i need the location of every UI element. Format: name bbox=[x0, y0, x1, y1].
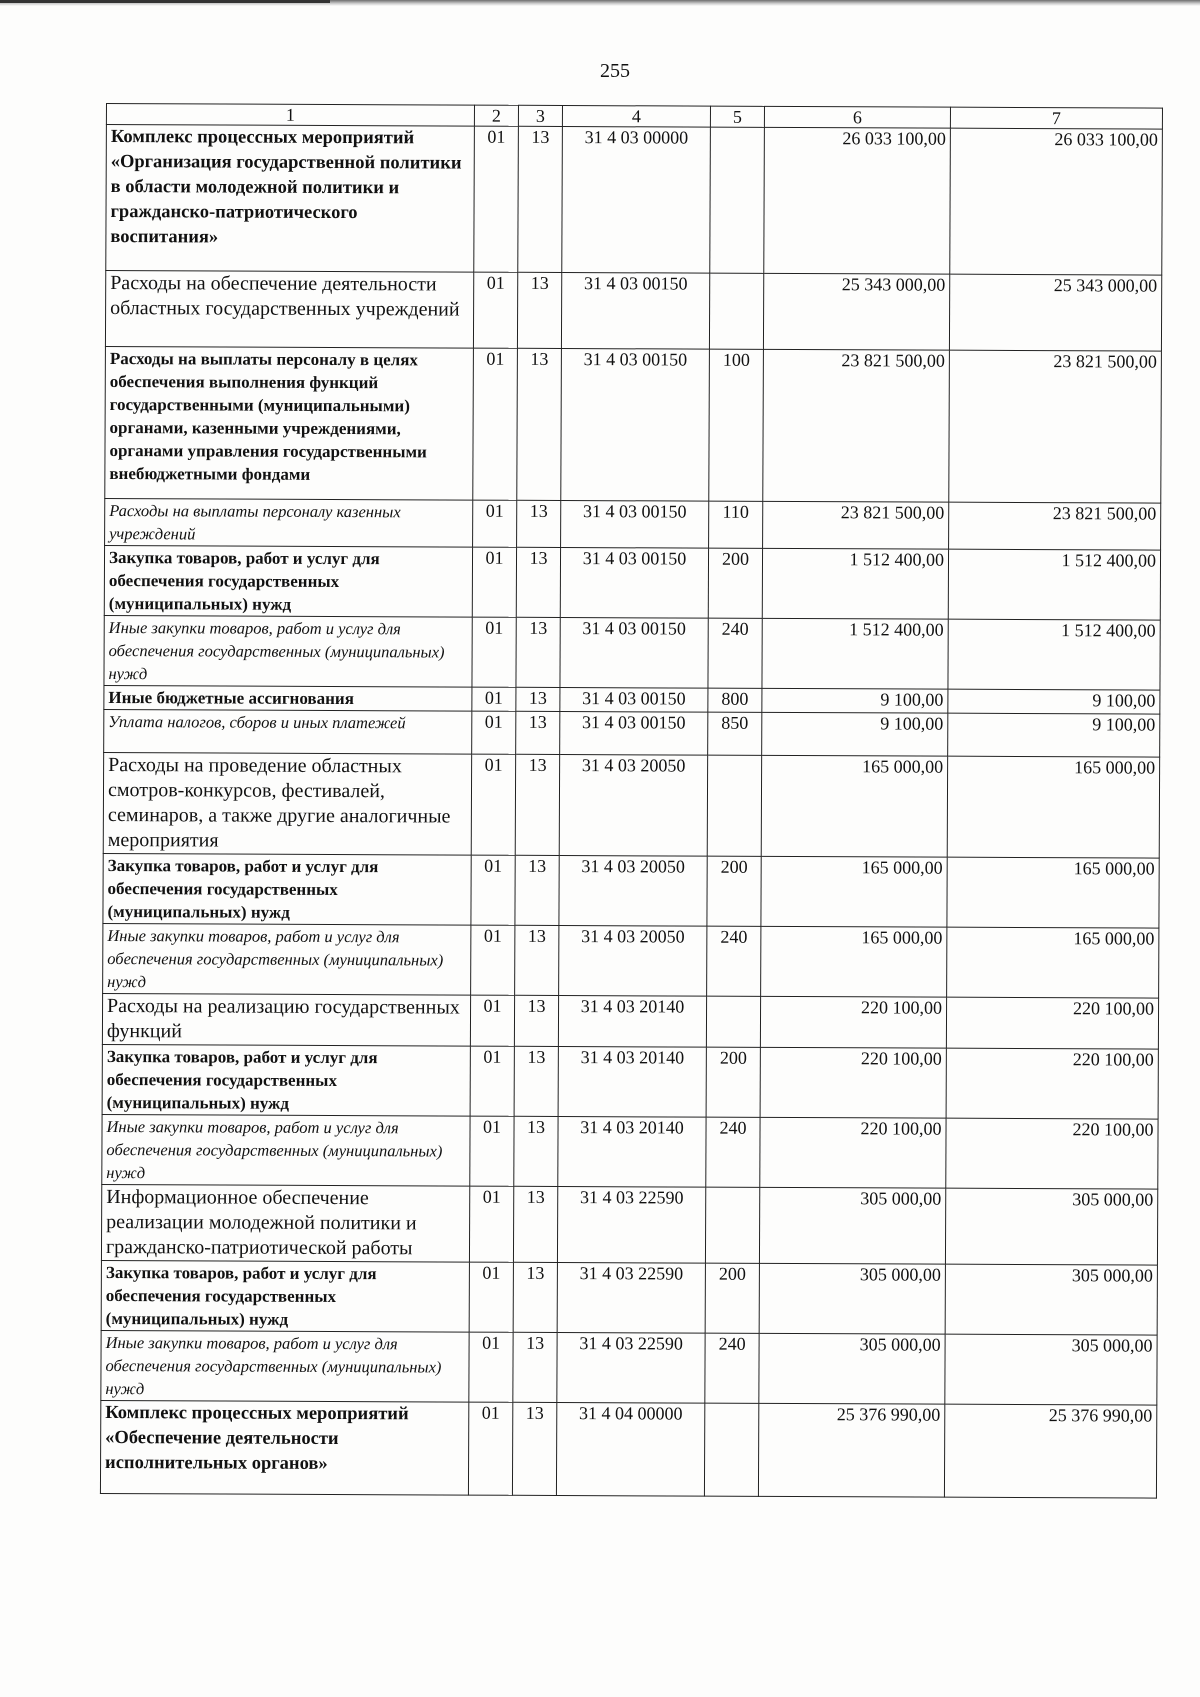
expense-type-cell: 240 bbox=[705, 1333, 759, 1403]
target-article-cell: 31 4 03 20050 bbox=[559, 754, 707, 856]
section-code-cell: 01 bbox=[469, 1332, 513, 1402]
amount-cell: 25 376 990,00 bbox=[758, 1403, 944, 1497]
amount-cell: 23 821 500,00 bbox=[763, 349, 950, 502]
subsection-code-cell: 13 bbox=[517, 348, 562, 500]
amount-cell: 25 343 000,00 bbox=[949, 274, 1161, 351]
subsection-code-cell: 13 bbox=[513, 1186, 557, 1262]
section-code-cell: 01 bbox=[470, 1046, 514, 1116]
expense-type-cell: 200 bbox=[705, 1263, 759, 1333]
section-code-cell: 01 bbox=[473, 348, 518, 500]
amount-cell: 305 000,00 bbox=[759, 1333, 945, 1404]
table-row bbox=[102, 993, 1158, 1049]
subsection-code-cell: 13 bbox=[513, 1262, 557, 1332]
amount-cell: 9 100,00 bbox=[948, 689, 1160, 714]
expense-type-cell bbox=[706, 996, 760, 1047]
row-name-cell: Информационное обеспечение реализации молодежной политики и гражданско-патриотической работы bbox=[101, 1184, 469, 1262]
target-article-cell: 31 4 03 20140 bbox=[558, 1046, 706, 1117]
table-row bbox=[105, 346, 1162, 503]
amount-cell: 9 100,00 bbox=[948, 713, 1160, 757]
amount-cell: 1 512 400,00 bbox=[948, 549, 1160, 620]
section-code-cell: 01 bbox=[472, 617, 516, 687]
amount-cell: 220 100,00 bbox=[946, 1118, 1158, 1189]
subsection-code-cell: 13 bbox=[514, 1116, 558, 1186]
amount-cell: 220 100,00 bbox=[760, 996, 946, 1048]
column-header: 2 bbox=[474, 105, 518, 126]
subsection-code-cell: 13 bbox=[516, 547, 560, 617]
target-article-cell: 31 4 03 22590 bbox=[557, 1332, 705, 1403]
section-code-cell: 01 bbox=[471, 855, 515, 925]
expense-type-cell bbox=[710, 127, 765, 273]
target-article-cell: 31 4 03 00150 bbox=[561, 272, 709, 349]
section-code-cell: 01 bbox=[472, 687, 516, 711]
amount-cell: 26 033 100,00 bbox=[950, 128, 1163, 275]
amount-cell: 23 821 500,00 bbox=[949, 350, 1162, 503]
target-article-cell: 31 4 03 00150 bbox=[561, 500, 709, 548]
subsection-code-cell: 13 bbox=[513, 1332, 557, 1402]
amount-cell: 165 000,00 bbox=[947, 857, 1159, 928]
table-row bbox=[101, 1260, 1157, 1335]
table-row bbox=[102, 1044, 1158, 1119]
expense-type-cell: 240 bbox=[708, 618, 762, 688]
section-code-cell: 01 bbox=[471, 925, 515, 995]
row-name-cell: Уплата налогов, сборов и иных платежей bbox=[104, 709, 472, 754]
expense-type-cell: 800 bbox=[708, 688, 762, 712]
subsection-code-cell: 13 bbox=[516, 687, 560, 711]
amount-cell: 165 000,00 bbox=[947, 756, 1159, 858]
amount-cell: 23 821 500,00 bbox=[763, 501, 949, 549]
section-code-cell: 01 bbox=[468, 1402, 512, 1495]
table-row bbox=[103, 923, 1159, 998]
section-code-cell: 01 bbox=[472, 711, 516, 754]
target-article-cell: 31 4 03 00150 bbox=[560, 687, 708, 712]
expense-type-cell: 200 bbox=[707, 856, 761, 926]
subsection-code-cell: 13 bbox=[518, 126, 563, 272]
amount-cell: 220 100,00 bbox=[946, 1048, 1158, 1119]
table-row bbox=[105, 271, 1161, 352]
table-row bbox=[102, 1114, 1158, 1189]
amount-cell: 305 000,00 bbox=[945, 1264, 1157, 1335]
subsection-code-cell: 13 bbox=[517, 272, 561, 348]
subsection-code-cell: 13 bbox=[515, 855, 559, 925]
target-article-cell: 31 4 03 00000 bbox=[562, 126, 711, 273]
section-code-cell: 01 bbox=[473, 500, 517, 547]
table-row bbox=[104, 545, 1160, 620]
table-body bbox=[100, 125, 1162, 1499]
table-row bbox=[104, 709, 1160, 757]
row-name-cell: Комплекс процессных мероприятий «Организация государственной политики в области молодежной политики и гражданско-патриотического воспитания» bbox=[106, 125, 475, 273]
expense-type-cell bbox=[705, 1187, 759, 1263]
row-name-cell: Иные закупки товаров, работ и услуг для обеспечения государственных (муниципальных) нужд bbox=[102, 1114, 470, 1186]
subsection-code-cell: 13 bbox=[514, 995, 558, 1046]
amount-cell: 25 343 000,00 bbox=[763, 273, 949, 350]
row-name-cell: Расходы на реализацию государственных функций bbox=[102, 993, 470, 1046]
subsection-code-cell: 13 bbox=[515, 754, 559, 855]
row-name-cell: Иные закупки товаров, работ и услуг для обеспечения государственных (муниципальных) нужд bbox=[104, 615, 472, 687]
target-article-cell: 31 4 03 22590 bbox=[557, 1186, 705, 1263]
row-name-cell: Расходы на проведение областных смотров-конкурсов, фестивалей, семинаров, а также другие аналогичные мероприятия bbox=[103, 752, 471, 855]
expense-type-cell: 240 bbox=[706, 1117, 760, 1187]
section-code-cell: 01 bbox=[469, 1262, 513, 1332]
amount-cell: 1 512 400,00 bbox=[948, 619, 1160, 690]
amount-cell: 165 000,00 bbox=[761, 755, 947, 857]
amount-cell: 25 376 990,00 bbox=[944, 1404, 1156, 1498]
amount-cell: 220 100,00 bbox=[760, 1047, 946, 1118]
row-name-cell: Иные закупки товаров, работ и услуг для обеспечения государственных (муниципальных) нужд bbox=[103, 923, 471, 995]
amount-cell: 305 000,00 bbox=[759, 1263, 945, 1334]
section-code-cell: 01 bbox=[472, 547, 516, 617]
expense-type-cell: 200 bbox=[706, 1047, 760, 1117]
amount-cell: 9 100,00 bbox=[762, 712, 948, 756]
table-row bbox=[105, 498, 1161, 550]
amount-cell: 26 033 100,00 bbox=[764, 127, 951, 274]
amount-cell: 165 000,00 bbox=[947, 927, 1159, 998]
table-row bbox=[103, 853, 1159, 928]
target-article-cell: 31 4 03 00150 bbox=[560, 711, 708, 755]
table-row bbox=[101, 1330, 1157, 1405]
amount-cell: 1 512 400,00 bbox=[762, 618, 948, 689]
column-header: 6 bbox=[764, 106, 950, 128]
table-row bbox=[106, 125, 1163, 276]
section-code-cell: 01 bbox=[474, 126, 519, 272]
table-row bbox=[103, 752, 1159, 858]
amount-cell: 1 512 400,00 bbox=[762, 548, 948, 619]
target-article-cell: 31 4 03 00150 bbox=[560, 547, 708, 618]
table-row bbox=[104, 615, 1160, 690]
subsection-code-cell: 13 bbox=[512, 1402, 556, 1495]
row-name-cell: Иные бюджетные ассигнования bbox=[104, 685, 472, 711]
subsection-code-cell: 13 bbox=[515, 925, 559, 995]
target-article-cell: 31 4 03 00150 bbox=[560, 617, 708, 688]
column-header: 4 bbox=[562, 105, 710, 127]
subsection-code-cell: 13 bbox=[516, 617, 560, 687]
expense-type-cell bbox=[704, 1403, 758, 1496]
section-code-cell: 01 bbox=[471, 754, 515, 855]
expense-type-cell: 240 bbox=[707, 926, 761, 996]
amount-cell: 220 100,00 bbox=[946, 997, 1158, 1049]
column-header: 3 bbox=[518, 105, 562, 126]
amount-cell: 305 000,00 bbox=[759, 1187, 945, 1264]
target-article-cell: 31 4 04 00000 bbox=[556, 1402, 704, 1496]
target-article-cell: 31 4 03 20140 bbox=[558, 1116, 706, 1187]
column-header: 5 bbox=[710, 106, 764, 127]
expense-type-cell: 850 bbox=[708, 712, 762, 755]
amount-cell: 23 821 500,00 bbox=[949, 502, 1161, 550]
subsection-code-cell: 13 bbox=[516, 711, 560, 754]
row-name-cell: Закупка товаров, работ и услуг для обеспечения государственных (муниципальных) нужд bbox=[101, 1260, 469, 1332]
expense-type-cell bbox=[709, 273, 763, 349]
target-article-cell: 31 4 03 20050 bbox=[559, 855, 707, 926]
section-code-cell: 01 bbox=[470, 1116, 514, 1186]
expense-type-cell: 200 bbox=[708, 548, 762, 618]
row-name-cell: Расходы на обеспечение деятельности областных государственных учреждений bbox=[105, 271, 473, 349]
expense-type-cell: 100 bbox=[709, 349, 764, 501]
column-header: 7 bbox=[950, 107, 1162, 129]
row-name-cell: Закупка товаров, работ и услуг для обеспечения государственных (муниципальных) нужд bbox=[103, 853, 471, 925]
subsection-code-cell: 13 bbox=[514, 1046, 558, 1116]
target-article-cell: 31 4 03 00150 bbox=[561, 348, 710, 501]
expense-type-cell: 110 bbox=[709, 501, 763, 548]
amount-cell: 305 000,00 bbox=[945, 1334, 1157, 1405]
row-name-cell: Расходы на выплаты персоналу казенных учреждений bbox=[105, 498, 473, 547]
target-article-cell: 31 4 03 20140 bbox=[558, 995, 706, 1047]
row-name-cell: Иные закупки товаров, работ и услуг для обеспечения государственных (муниципальных) нужд bbox=[101, 1330, 469, 1402]
section-code-cell: 01 bbox=[473, 272, 517, 348]
target-article-cell: 31 4 03 22590 bbox=[557, 1262, 705, 1333]
column-header: 1 bbox=[106, 104, 474, 127]
subsection-code-cell: 13 bbox=[517, 500, 561, 547]
expense-type-cell bbox=[707, 755, 761, 856]
section-code-cell: 01 bbox=[469, 1186, 513, 1262]
row-name-cell: Закупка товаров, работ и услуг для обеспечения государственных (муниципальных) нужд bbox=[104, 545, 472, 617]
scan-edge-mark bbox=[0, 0, 330, 3]
row-name-cell: Расходы на выплаты персоналу в целях обеспечения выполнения функций государственными (муниципальными) органами, казенными учреждениями, органами управления государственными внебюджетными фондами bbox=[105, 346, 474, 500]
row-name-cell: Комплекс процессных мероприятий «Обеспечение деятельности исполнительных органов» bbox=[100, 1400, 468, 1495]
amount-cell: 165 000,00 bbox=[761, 926, 947, 997]
budget-table bbox=[100, 103, 1163, 1499]
row-name-cell: Закупка товаров, работ и услуг для обеспечения государственных (муниципальных) нужд bbox=[102, 1044, 470, 1116]
table-row bbox=[100, 1400, 1156, 1498]
table-row bbox=[101, 1184, 1157, 1265]
amount-cell: 9 100,00 bbox=[762, 688, 948, 713]
target-article-cell: 31 4 03 20050 bbox=[559, 925, 707, 996]
amount-cell: 305 000,00 bbox=[945, 1188, 1157, 1265]
page-number: 255 bbox=[600, 60, 630, 82]
section-code-cell: 01 bbox=[470, 995, 514, 1046]
amount-cell: 220 100,00 bbox=[760, 1117, 946, 1188]
amount-cell: 165 000,00 bbox=[761, 856, 947, 927]
